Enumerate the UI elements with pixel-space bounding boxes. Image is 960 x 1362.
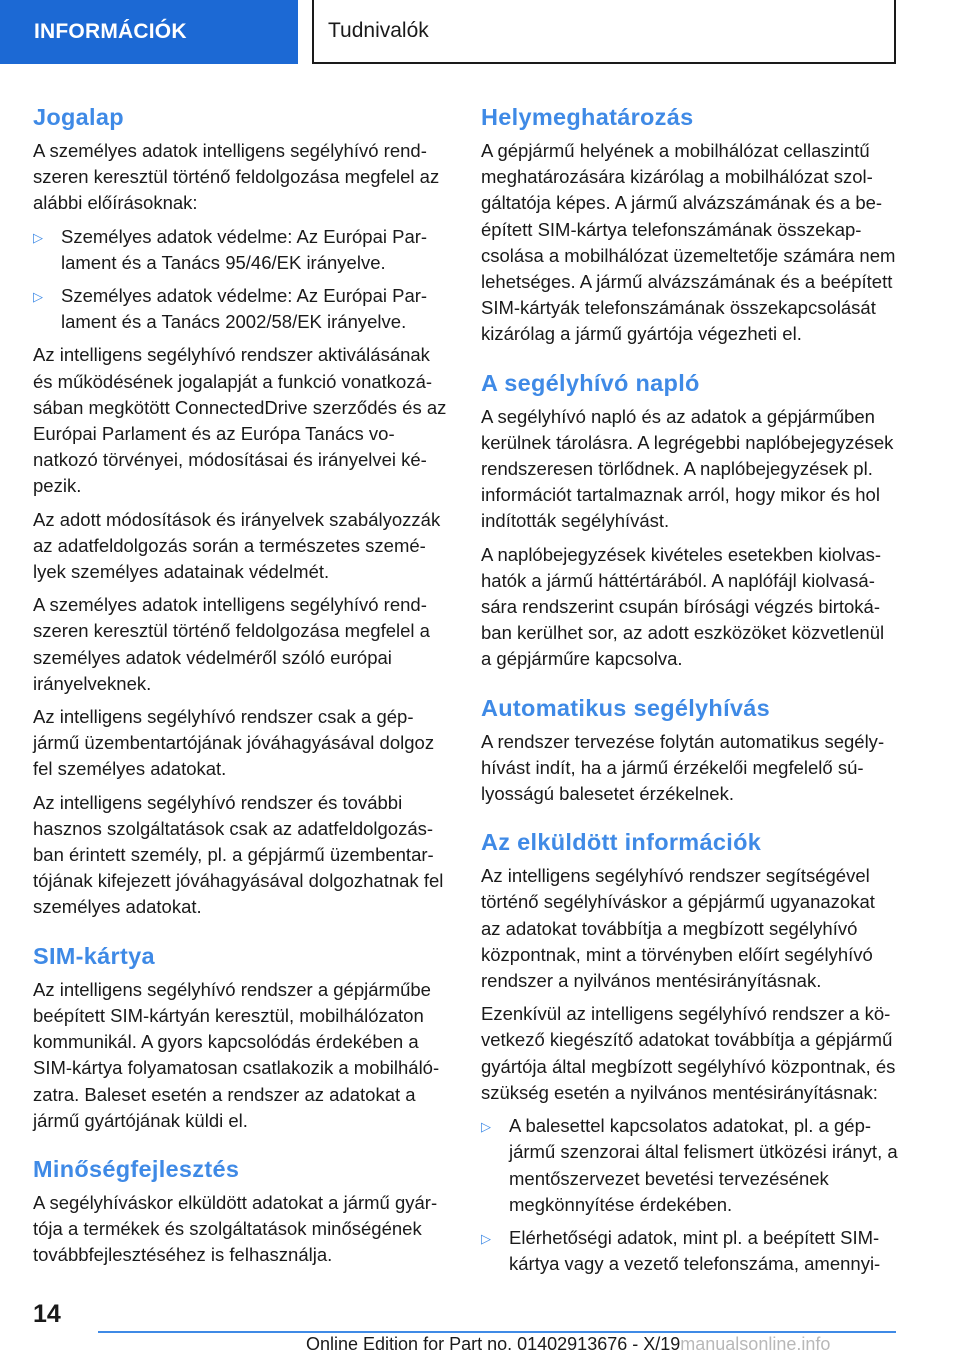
- section-tab-label: INFORMÁCIÓK: [34, 20, 187, 43]
- paragraph: A gépjármű helyének a mobilhálózat cellaszintű meghatározására kizárólag a mobilhálózat szolgáltatója képes. A jármű alvázszámának és a beépített SIM-kártya telefonszámának összekapcsolása a mobilhálózat üzemeltetője számára nem lehetséges. A jármű alvázszámának és a beépített SIM-kártyák telefonszámának összekapcsolását kizárólag a jármű gyártója végezheti el.: [481, 140, 896, 345]
- list-item-text: A balesettel kapcsolatos adatokat, pl. a gépjármű szenzorai által felismert ütközési irányt, a mentőszervezet bevetési tervezésének megkönnyítése érdekében.: [509, 1115, 898, 1215]
- list-item: [33, 283, 451, 335]
- heading-automatikus-segelyhivas: Automatikus segélyhívás: [481, 694, 771, 721]
- list-item: [481, 1113, 899, 1218]
- paragraph: A segélyhívó napló és az adatok a gépjárműben kerülnek tárolásra. A legrégebbi naplóbejegyzések rendszeresen törlődnek. A naplóbejegyzések pl. információt tartalmaznak arról, hogy mikor és hol indították segélyhívást.: [481, 405, 894, 532]
- triangle-bullet-icon: ▷: [481, 1119, 491, 1135]
- paragraph: Az intelligens segélyhívó rendszer aktiválásának és működésének jogalapját a funkció vonatkozásában megkötött ConnectedDrive szerződés és az Európai Parlament és az Európa Tanács vonatkozó törvényei, módosításai és irányelvei képezik.: [33, 344, 447, 497]
- footer-divider: [98, 1331, 896, 1333]
- paragraph: A személyes adatok intelligens segélyhívó rendszeren keresztül történő feldolgozása megfelel a személyes adatok védelméről szóló európai irányelveknek.: [33, 594, 430, 694]
- triangle-bullet-icon: ▷: [33, 229, 43, 245]
- list-item-text: Személyes adatok védelme: Az Európai Parlament és a Tanács 2002/58/EK irányelve.: [61, 285, 428, 333]
- heading-segelyhivo-naplo: A segélyhívó napló: [481, 369, 700, 396]
- list-item-text: Elérhetőségi adatok, mint pl. a beépített SIM-kártya vagy a vezető telefonszáma, amennyi-: [509, 1226, 881, 1275]
- list-item-text: Személyes adatok védelme: Az Európai Parlament és a Tanács 95/46/EK irányelve.: [61, 225, 428, 273]
- heading-elkuldott-informaciok: Az elküldött információk: [481, 829, 762, 856]
- heading-helymeghatarozas: Helymeghatározás: [481, 104, 694, 130]
- bullet-list: [33, 224, 451, 336]
- paragraph: Az intelligens segélyhívó rendszer és további hasznos szolgáltatások csak az adatfeldolgozásban érintett személy, pl. a gépjármű üzembentartójának kifejezett jóváhagyásával dolgozhatnak fel személyes adatokat.: [33, 791, 444, 918]
- paragraph: A személyes adatok intelligens segélyhívó rendszeren keresztül történő feldolgozása megfelel az alábbi előírásoknak:: [33, 140, 440, 214]
- paragraph: A rendszer tervezése folytán automatikus segélyhívást indít, ha a jármű érzékelői megfelelő súlyosságú balesetet érzékelnek.: [481, 730, 885, 805]
- list-item: [481, 1225, 899, 1277]
- right-column: [481, 100, 899, 1284]
- paragraph: Ezenkívül az intelligens segélyhívó rendszer a következő kiegészítő adatokat továbbítja a gépjármű gyártója által megbízott segélyhívó központnak, és szükség esetén a nyilvános mentésirányításnak:: [481, 1003, 896, 1103]
- paragraph: A segélyhíváskor elküldött adatokat a jármű gyártója a termékek és szolgáltatások minőségének továbbfejlesztéséhez is felhasználja.: [33, 1191, 438, 1266]
- triangle-bullet-icon: ▷: [481, 1230, 491, 1246]
- page-number: 14: [33, 1300, 61, 1328]
- paragraph: Az intelligens segélyhívó rendszer a gépjárműbe beépített SIM-kártyán keresztül, mobilhálózaton kommunikál. A gyors kapcsolódás érdekében a SIM-kártya folyamatosan csatlakozik a mobilhálózatra. Baleset esetén a rendszer az adatokat a jármű gyártójának küldi el.: [33, 978, 440, 1131]
- edition-text: Online Edition for Part no. 01402913676 - X/19: [306, 1334, 681, 1354]
- paragraph: Az intelligens segélyhívó rendszer segítségével történő segélyhíváskor a gépjármű ugyanazokat az adatokat továbbítja a megbízott segélyhívó központnak, mint a törvényben előírt segélyhívó rendszer a nyilvános mentésirányításnak.: [481, 865, 875, 992]
- triangle-bullet-icon: ▷: [33, 289, 43, 305]
- watermark-text: manualsonline.info: [680, 1334, 831, 1354]
- heading-sim-kartya: SIM-kártya: [33, 942, 155, 969]
- heading-minosegfejlesztes: Minőségfejlesztés: [33, 1155, 240, 1182]
- list-item: [33, 224, 451, 276]
- footer-edition: [306, 1334, 830, 1355]
- page-header-title: [312, 0, 896, 64]
- paragraph: A naplóbejegyzések kivételes esetekben kiolvashatók a jármű háttértárából. A naplófájl kiolvasására rendszerint csupán bírósági végzés birtokában kerülhet sor, az adott eszközöket közvetlenül a gépjárműre kapcsolva.: [481, 543, 885, 670]
- heading-jogalap: Jogalap: [33, 104, 124, 130]
- paragraph: Az adott módosítások és irányelvek szabályozzák az adatfeldolgozás során a természetes személyek személyes adatainak védelmét.: [33, 508, 441, 583]
- header-title-text: Tudnivalók: [328, 19, 429, 42]
- section-tab[interactable]: [0, 0, 298, 64]
- bullet-list: [481, 1113, 899, 1277]
- paragraph: Az intelligens segélyhívó rendszer csak a gépjármű üzembentartójának jóváhagyásával dolgoz fel személyes adatokat.: [33, 706, 435, 780]
- left-column: [33, 100, 451, 1276]
